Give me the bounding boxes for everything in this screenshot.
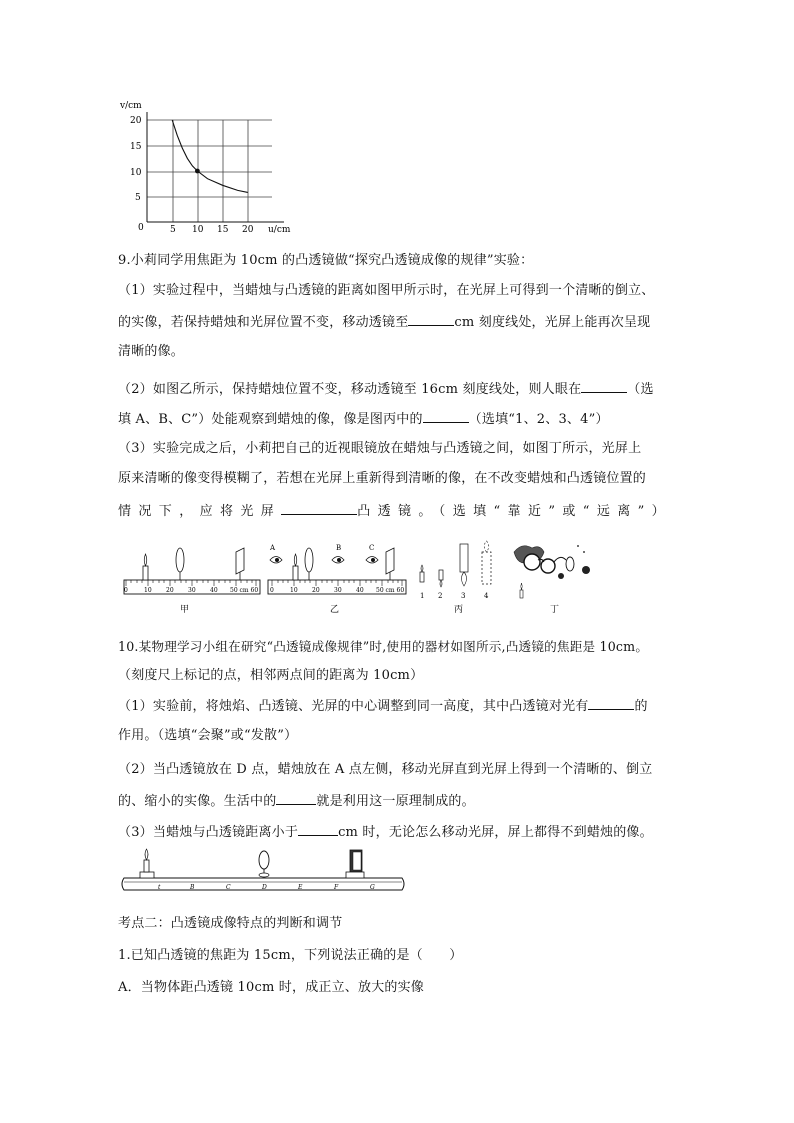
q10-bench-figure [118, 848, 408, 898]
q9-part3-line1: （3）实验完成之后，小莉把自己的近视眼镜放在蜡烛与凸透镜之间，如图丁所示，光屏上 [118, 441, 642, 456]
v-u-graph [112, 98, 302, 238]
q9-title: 9.小莉同学用焦距为 10cm 的凸透镜做“探究凸透镜成像的规律”实验： [118, 253, 534, 268]
point-label: G [370, 884, 375, 891]
image-number: 1 [420, 592, 425, 600]
q10-part2-line2 [118, 792, 475, 810]
q9-part2-line2 [118, 410, 609, 428]
x-tick-label: 20 [242, 225, 254, 235]
q9-part1-line3: 清晰的像。 [118, 344, 185, 359]
section2-q1: 1.已知凸透镜的焦距为 15cm，下列说法正确的是（ ） [118, 948, 463, 963]
q10-part1-line2: 作用。（选填“会聚”或“发散”） [118, 728, 298, 743]
image-number: 4 [484, 592, 489, 600]
point-label: D [262, 884, 267, 891]
q9-part3-line3 [118, 502, 672, 520]
point-label: C [226, 884, 231, 891]
section2-option-a: A．当物体距凸透镜 10cm 时，成正立、放大的实像 [118, 980, 425, 995]
ruler-tick-label: 20 [312, 587, 320, 594]
ruler-tick-label: 20 [166, 587, 174, 594]
glasses-icon [524, 554, 540, 570]
x-tick-label: 5 [170, 225, 176, 235]
text: 的实像，若保持蜡烛和光屏位置不变，移动透镜至 [118, 315, 409, 330]
point-label: E [298, 884, 303, 891]
answer-blank[interactable] [581, 380, 627, 393]
text: 的、缩小的实像。生活中的 [118, 794, 277, 809]
image-number: 2 [438, 592, 443, 600]
text: 情况下，应将光屏 [118, 504, 282, 519]
ruler-tick-label: 10 [290, 587, 298, 594]
text: （选填“1、2、3、4”） [468, 412, 609, 427]
answer-blank[interactable] [276, 792, 316, 805]
v-u-curve [172, 120, 248, 192]
ruler-tick-label: 40 [356, 587, 364, 594]
q9-part1-line1: （1）实验过程中，当蜡烛与凸透镜的距离如图甲所示时，在光屏上可得到一个清晰的倒立、 [118, 283, 655, 298]
text: （选 [627, 382, 654, 397]
q10-part1-line1 [118, 697, 648, 715]
ruler-tick-label: 40 [210, 587, 218, 594]
eye-label-b: B [336, 544, 342, 552]
origin-label: 0 [138, 223, 144, 233]
text: 填 A、B、C”）处能观察到蜡烛的像，像是图丙中的 [118, 412, 423, 427]
text: cm 刻度线处，光屏上能再次呈现 [454, 315, 651, 330]
figure-label-jia: 甲 [180, 605, 190, 615]
text: cm 时，无论怎么移动光屏，屏上都得不到蜡烛的像。 [338, 825, 653, 840]
point-label: B [190, 884, 195, 891]
image-number: 3 [461, 592, 466, 600]
x-tick-label: 10 [192, 225, 204, 235]
q9-part2-line1 [118, 380, 654, 398]
candle-images-bing [420, 541, 491, 600]
figure-label-bing: 丙 [454, 605, 464, 615]
section2-title: 考点二：凸透镜成像特点的判断和调节 [118, 916, 343, 931]
q9-figures [118, 540, 618, 622]
marked-point [195, 169, 200, 174]
figure-label-yi: 乙 [330, 605, 340, 615]
eye-label-a: A [270, 544, 276, 552]
q9-part3-line2: 原来清晰的像变得模糊了，若想在光屏上重新得到清晰的像，在不改变蜡烛和凸透镜位置的 [118, 471, 647, 486]
q9-part1-line2 [118, 313, 650, 331]
x-tick-label: 15 [217, 225, 229, 235]
y-tick-label: 20 [130, 116, 142, 126]
q10-part2-line1: （2）当凸透镜放在 D 点，蜡烛放在 A 点左侧，移动光屏直到光屏上得到一个清晰的、倒立 [118, 762, 653, 777]
text: （2）如图乙所示，保持蜡烛位置不变，移动透镜至 16cm 刻度线处，则人眼在 [118, 382, 582, 397]
answer-blank[interactable] [281, 502, 357, 515]
point-label: t [158, 884, 161, 891]
ruler-tick-label: 10 [144, 587, 152, 594]
x-axis-label: u/cm [268, 225, 291, 235]
graph-grid [147, 120, 272, 222]
y-axis-label: v/cm [120, 101, 142, 111]
answer-blank[interactable] [423, 410, 469, 423]
y-tick-label: 15 [130, 142, 142, 152]
point-label: F [334, 884, 339, 891]
glasses-ding [514, 545, 590, 598]
y-tick-label: 5 [135, 193, 141, 203]
ruler-tick-label: 50 cm 60 [230, 587, 259, 594]
answer-blank[interactable] [298, 823, 338, 836]
y-tick-label: 10 [130, 168, 142, 178]
text: 就是利用这一原理制成的。 [316, 794, 475, 809]
ruler-jia [124, 548, 260, 594]
q10-note: （刻度尺上标记的点，相邻两点间的距离为 10cm） [118, 668, 424, 683]
text: （3）当蜡烛与凸透镜距离小于 [118, 825, 299, 840]
figure-label-ding: 丁 [550, 605, 560, 615]
text: 凸透镜。（选填“靠近”或“远离”） [357, 504, 673, 519]
ruler-tick-label: 30 [188, 587, 196, 594]
ruler-tick-label: 0 [124, 587, 128, 594]
q10-title: 10.某物理学习小组在研究“凸透镜成像规律”时,使用的器材如图所示,凸透镜的焦距是 10cm。 [118, 639, 649, 654]
ruler-tick-label: 30 [334, 587, 342, 594]
answer-blank[interactable] [588, 697, 634, 710]
eye-label-c: C [369, 544, 375, 552]
q10-part3-line1 [118, 823, 653, 841]
text: 的 [634, 699, 648, 714]
answer-blank[interactable] [408, 313, 454, 326]
text: （1）实验前，将烛焰、凸透镜、光屏的中心调整到同一高度，其中凸透镜对光有 [118, 699, 589, 714]
ruler-tick-label: 50 cm 60 [376, 587, 405, 594]
ruler-tick-label: 0 [270, 587, 274, 594]
ruler-yi [268, 544, 406, 594]
